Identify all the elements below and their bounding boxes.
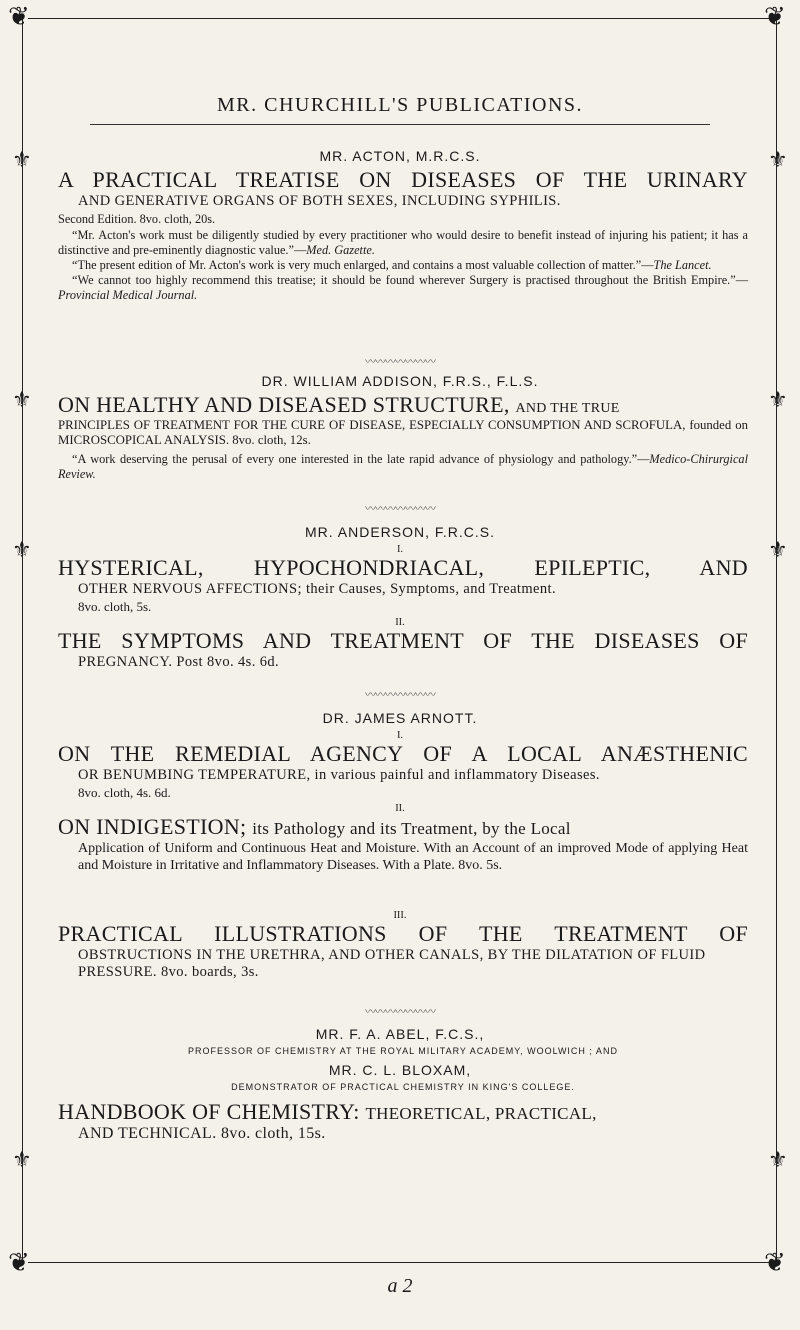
side-ornament-icon: ⚜ — [12, 1148, 32, 1173]
page-header: MR. CHURCHILL'S PUBLICATIONS. — [216, 94, 584, 116]
author-anderson: MR. ANDERSON, F.R.C.S. — [304, 524, 496, 540]
divider-squiggle: 〰〰〰〰〰〰〰 — [365, 355, 435, 368]
numeral: II. — [395, 803, 405, 814]
side-ornament-icon: ⚜ — [12, 148, 32, 173]
author-arnott: DR. JAMES ARNOTT. — [322, 710, 478, 726]
numeral: II. — [395, 617, 405, 628]
author-bloxam-role: DEMONSTRATOR OF PRACTICAL CHEMISTRY IN KING'S COLLEGE. — [231, 1082, 575, 1092]
detail-practical-illustrations: OBSTRUCTIONS IN THE URETHRA, AND OTHER CANALS, BY THE DILATATION OF FLUID PRESSURE. 8vo. boards, 3s. — [78, 947, 706, 980]
side-ornament-icon: ⚜ — [12, 388, 32, 413]
author-abel: MR. F. A. ABEL, F.C.S., — [315, 1026, 485, 1042]
page-number: a 2 — [387, 1275, 413, 1297]
author-abel-role: PROFESSOR OF CHEMISTRY AT THE ROYAL MILITARY ACADEMY, WOOLWICH ; AND — [188, 1046, 618, 1056]
side-ornament-icon: ⚜ — [768, 1148, 788, 1173]
detail-pregnancy: PREGNANCY. Post 8vo. 4s. 6d. — [78, 654, 280, 670]
corner-ornament-icon: ❦ — [8, 2, 30, 32]
divider-squiggle: 〰〰〰〰〰〰〰 — [365, 1005, 435, 1018]
corner-ornament-icon: ❦ — [764, 1248, 786, 1278]
numeral: III. — [393, 910, 407, 921]
title-main: ON HEALTHY AND DISEASED STRUCTURE, — [58, 392, 510, 417]
title-remedial-agency: ON THE REMEDIAL AGENCY OF A LOCAL ANÆSTHENIC — [58, 741, 748, 766]
title-handbook-chemistry — [58, 1100, 748, 1126]
title-main: ON INDIGESTION; — [58, 814, 247, 839]
review-source: Medico-Chirurgical Review. — [58, 452, 748, 481]
side-ornament-icon: ⚜ — [768, 388, 788, 413]
header-rule — [90, 124, 710, 125]
side-ornament-icon: ⚜ — [768, 538, 788, 563]
frame-bottom-border — [28, 1262, 772, 1263]
review-healthy-structure — [58, 452, 748, 482]
subtitle-healthy-structure: PRINCIPLES OF TREATMENT FOR THE CURE OF DISEASE, ESPECIALLY CONSUMPTION AND SCROFULA, founded on MICROSCOPICAL ANALYSIS. 8vo. cloth, 12s. — [58, 418, 748, 447]
review-text: “A work deserving the perusal of every one interested in the late rapid advance of physiology and pathology.”— — [72, 452, 650, 466]
frame-top-border — [28, 18, 772, 19]
detail-nervous-affections: OTHER NERVOUS AFFECTIONS; their Causes, Symptoms, and Treatment. — [78, 581, 556, 597]
reviews-urinary-treatise — [58, 228, 748, 303]
price-nervous-affections: 8vo. cloth, 5s. — [78, 599, 152, 614]
side-ornament-icon: ⚜ — [12, 538, 32, 563]
author-bloxam: MR. C. L. BLOXAM, — [328, 1062, 472, 1078]
detail-remedial-agency: OR BENUMBING TEMPERATURE, in various painful and inflammatory Diseases. — [78, 767, 600, 783]
title-pregnancy: THE SYMPTOMS AND TREATMENT OF THE DISEASES OF — [58, 628, 748, 653]
price-remedial-agency: 8vo. cloth, 4s. 6d. — [78, 785, 171, 800]
title-healthy-structure — [58, 393, 748, 421]
detail-handbook-chemistry: AND TECHNICAL. 8vo. cloth, 15s. — [78, 1125, 326, 1142]
title-nervous-affections: HYSTERICAL, HYPOCHONDRIACAL, EPILEPTIC, AND — [58, 555, 748, 580]
side-ornament-icon: ⚜ — [768, 148, 788, 173]
author-addison: DR. WILLIAM ADDISON, F.R.S., F.L.S. — [261, 373, 539, 389]
edition-urinary-treatise: Second Edition. 8vo. cloth, 20s. — [58, 212, 216, 226]
divider-squiggle: 〰〰〰〰〰〰〰 — [365, 688, 435, 701]
review-text: “The present edition of Mr. Acton's work is very much enlarged, and contains a most valuable collection of matter.”— — [72, 258, 654, 272]
title-main: HANDBOOK OF CHEMISTRY: — [58, 1099, 360, 1124]
review-text: “Mr. Acton's work must be diligently studied by every practitioner who would desire to benefit instead of injuring his patient; it has a distinctive and pre-eminently diagnostic value.”— — [58, 228, 748, 257]
subtitle-urinary-treatise: AND GENERATIVE ORGANS OF BOTH SEXES, INCLUDING SYPHILIS. — [78, 193, 561, 209]
title-tail: AND THE TRUE — [515, 401, 620, 416]
frame-right-border — [776, 18, 777, 1262]
detail-indigestion: Application of Uniform and Continuous Heat and Moisture. With an Account of an improved Mode of applying Heat and Moisture in Irritative and Inflammatory Diseases. With a Plate. 8vo. 5s. — [78, 841, 748, 873]
corner-ornament-icon: ❦ — [8, 1248, 30, 1278]
title-tail: its Pathology and its Treatment, by the Local — [252, 819, 571, 838]
author-acton: MR. ACTON, M.R.C.S. — [319, 148, 481, 164]
title-practical-illustrations: PRACTICAL ILLUSTRATIONS OF THE TREATMENT OF — [58, 921, 748, 946]
numeral: I. — [396, 544, 404, 555]
title-urinary-treatise: A PRACTICAL TREATISE ON DISEASES OF THE URINARY — [58, 167, 748, 192]
divider-squiggle: 〰〰〰〰〰〰〰 — [365, 502, 435, 515]
review-source: The Lancet. — [653, 258, 712, 272]
review-source: Med. Gazette. — [306, 243, 375, 257]
title-tail: THEORETICAL, PRACTICAL, — [365, 1104, 597, 1123]
review-text: “We cannot too highly recommend this treatise; it should be found wherever Surgery is practised throughout the British Empire.”— — [72, 273, 748, 287]
review-source: Provincial Medical Journal. — [58, 288, 198, 302]
numeral: I. — [396, 730, 404, 741]
title-indigestion — [58, 815, 748, 841]
corner-ornament-icon: ❦ — [764, 2, 786, 32]
frame-left-border — [22, 18, 23, 1262]
